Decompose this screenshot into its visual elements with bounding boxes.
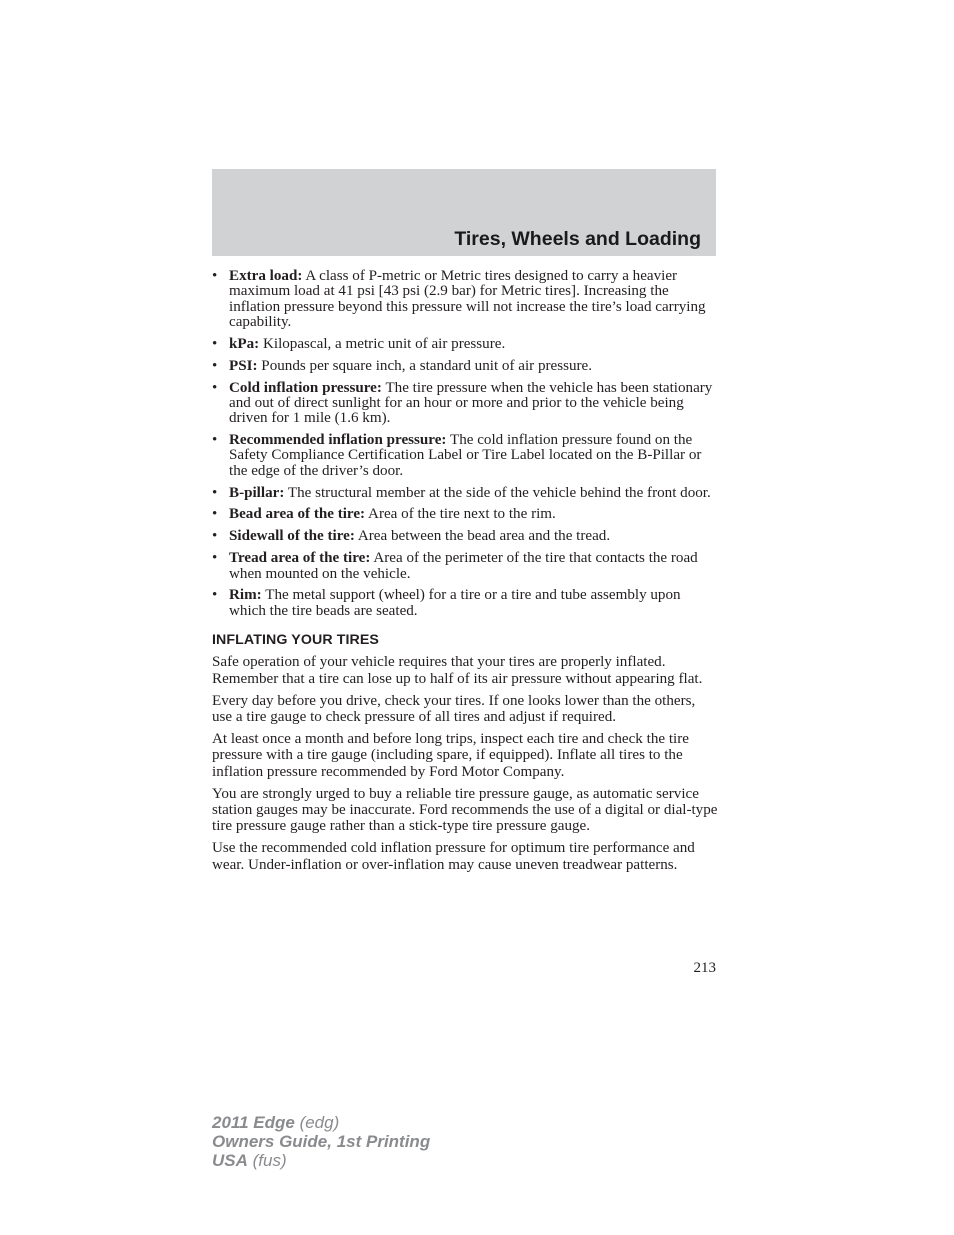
definition-term: kPa: — [229, 335, 260, 352]
definition-text: The tire pressure when the vehicle has been stationary and out of direct sunlight for an hour or more and prior to the vehicle being driven for 1 mile (1.6 km). — [229, 379, 713, 427]
bullet-icon: • — [212, 550, 218, 567]
definition-item — [212, 337, 718, 352]
bullet-icon: • — [212, 528, 218, 545]
definition-text: The cold inflation pressure found on the Safety Compliance Certification Label or Tire Label located on the B-Pillar or the edge of the driver’s door. — [229, 432, 702, 479]
definition-item — [212, 381, 718, 427]
footer-region-code: (fus) — [247, 1151, 287, 1170]
definition-term: Extra load: — [229, 268, 303, 284]
footer-line-region — [212, 1151, 430, 1170]
definition-text: Area of the tire next to the rim. — [368, 506, 556, 523]
definition-text: Kilopascal, a metric unit of air pressure. — [262, 335, 506, 352]
footer-model-name: 2011 Edge — [212, 1113, 295, 1132]
definition-item — [212, 588, 718, 619]
footer-line-model — [212, 1113, 430, 1132]
body-paragraph: At least once a month and before long trips, inspect each tire and check the tire pressure with a tire gauge (including spare, if equipped). Inflate all tires to the inflation pressure recommended by Ford Motor Company. — [212, 730, 689, 780]
definition-item — [212, 486, 718, 501]
bullet-icon: • — [212, 268, 218, 284]
definition-text: A class of P-metric or Metric tires designed to carry a heavier maximum load at 41 psi [43 psi (2.9 bar) for Metric tires]. Increasing the inflation pressure beyond this pressure will not increase the tire’s load carrying capability. — [229, 268, 706, 330]
definition-item — [212, 359, 718, 374]
body-paragraph: Use the recommended cold inflation pressure for optimum tire performance and wear. Under-inflation or over-inflation may cause uneven treadwear patterns. — [212, 840, 695, 873]
bullet-icon: • — [212, 484, 218, 501]
definition-term: Bead area of the tire: — [229, 506, 366, 523]
definition-text: Area of the perimeter of the tire that contacts the road when mounted on the vehicle. — [229, 550, 698, 582]
definition-text: The metal support (wheel) for a tire or a tire and tube assembly upon which the tire beads are seated. — [229, 587, 681, 619]
definition-term: Sidewall of the tire: — [229, 528, 355, 545]
page-number: 213 — [693, 960, 716, 976]
definition-term: B-pillar: — [229, 484, 285, 501]
definition-term: Recommended inflation pressure: — [229, 432, 447, 449]
definition-list — [212, 269, 718, 619]
footer-model-code: (edg) — [294, 1113, 340, 1132]
body-paragraph: You are strongly urged to buy a reliable tire pressure gauge, as automatic service station gauges may be inaccurate. Ford recommends the use of a digital or dial-type tire pressure gauge rather than a stick-type tire pressure gauge. — [212, 785, 718, 835]
definition-term: PSI: — [229, 357, 258, 374]
body-paragraph: Safe operation of your vehicle requires that your tires are properly inflated. Remember that a tire can lose up to half of its air pressure without appearing flat. — [212, 654, 703, 687]
definition-item — [212, 529, 718, 544]
definition-item — [212, 551, 718, 582]
definition-term: Tread area of the tire: — [229, 550, 371, 567]
footer-line-guide — [212, 1132, 430, 1151]
document-footer — [212, 1113, 430, 1170]
footer-guide-name: Owners Guide, 1st Printing — [212, 1132, 431, 1151]
section-heading: INFLATING YOUR TIRES — [212, 631, 379, 648]
definition-term: Cold inflation pressure: — [229, 379, 382, 396]
chapter-title: Tires, Wheels and Loading — [454, 228, 701, 250]
body-paragraph: Every day before you drive, check your tires. If one looks lower than the others, use a tire gauge to check pressure of all tires and adjust if required. — [212, 692, 696, 725]
definition-item — [212, 433, 718, 479]
footer-region-name: USA — [212, 1151, 248, 1170]
definition-item — [212, 507, 718, 522]
definition-term: Rim: — [229, 587, 262, 604]
definition-text: Area between the bead area and the tread. — [357, 528, 611, 545]
page-content — [212, 269, 718, 879]
bullet-icon: • — [212, 379, 218, 396]
definition-text: Pounds per square inch, a standard unit of air pressure. — [261, 357, 593, 374]
bullet-icon: • — [212, 357, 218, 374]
bullet-icon: • — [212, 506, 218, 523]
chapter-header-band — [212, 169, 716, 256]
bullet-icon: • — [212, 432, 218, 449]
bullet-icon: • — [212, 587, 218, 604]
bullet-icon: • — [212, 335, 218, 352]
definition-item — [212, 269, 718, 330]
definition-text: The structural member at the side of the vehicle behind the front door. — [287, 484, 711, 501]
